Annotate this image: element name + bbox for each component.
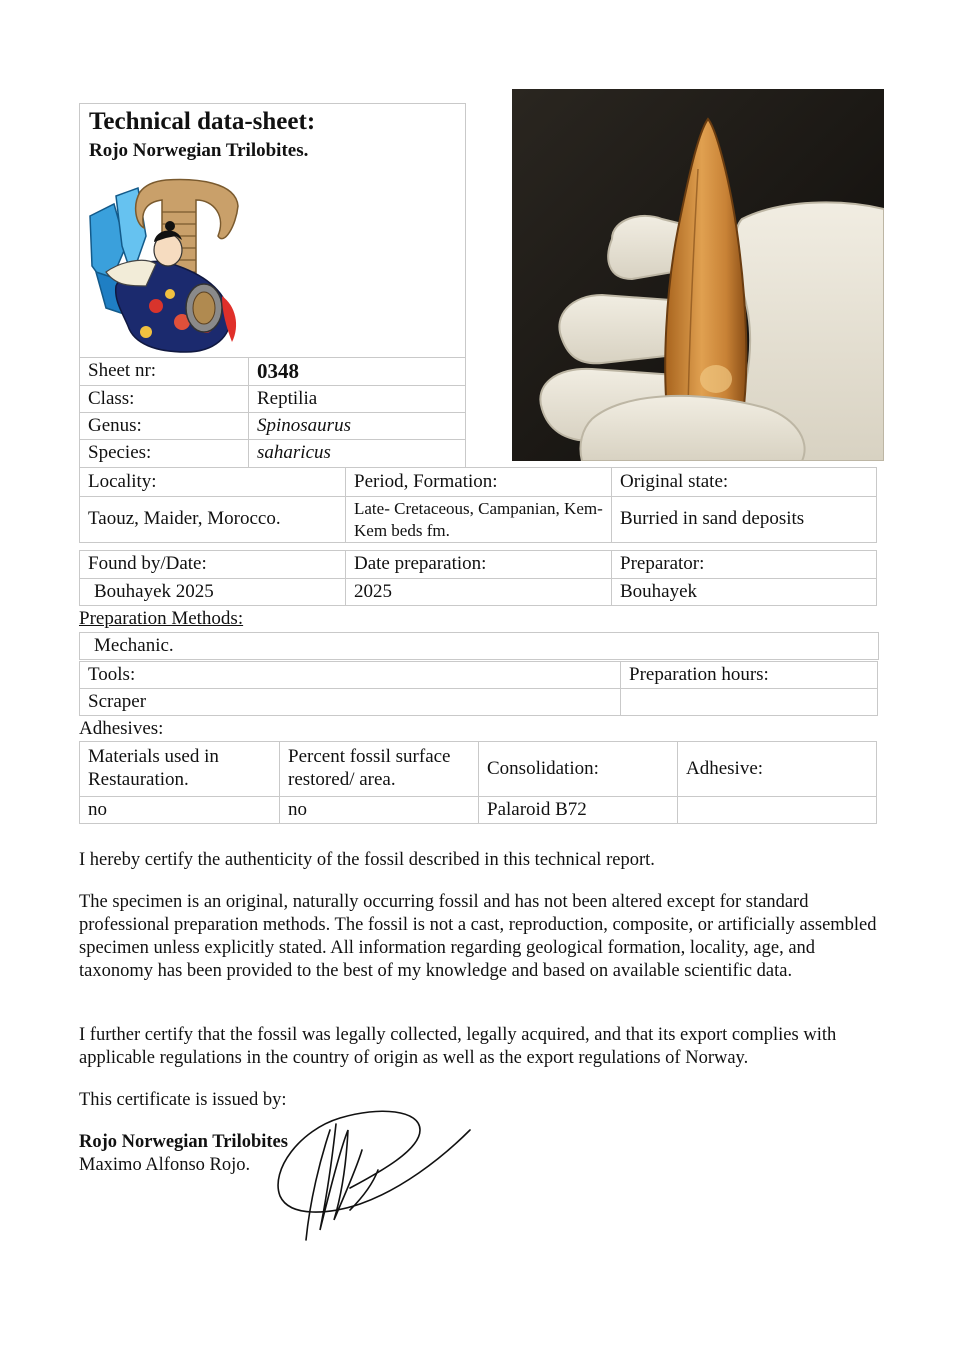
state-label: Original state: [611, 467, 877, 497]
adhesives-label: Adhesives: [79, 718, 164, 739]
preparator-value: Bouhayek [611, 578, 877, 606]
tools-value: Scraper [79, 688, 621, 716]
issuer-person: Maximo Alfonso Rojo. [79, 1155, 251, 1175]
class-value: Reptilia [248, 385, 466, 413]
adhesives-value-percent: no [279, 796, 479, 824]
adhesives-header-adhesive: Adhesive: [677, 741, 877, 797]
class-label: Class: [79, 385, 249, 413]
period-label: Period, Formation: [345, 467, 612, 497]
found-label: Found by/Date: [79, 550, 346, 579]
trilobite-samurai-logo-icon [86, 176, 246, 354]
signature-icon [270, 1100, 480, 1250]
period-value: Late- Cretaceous, Campanian, Kem-Kem beds fm. [345, 496, 612, 543]
date-prep-label: Date preparation: [345, 550, 612, 579]
sheet-title: Technical data-sheet: [89, 108, 316, 135]
genus-label: Genus: [79, 412, 249, 440]
found-value: Bouhayek 2025 [79, 578, 346, 606]
preparation-methods-value: Mechanic. [79, 632, 879, 660]
sheet-nr-value: 0348 [248, 357, 466, 386]
fossil-tooth-photo-icon [512, 89, 884, 461]
certificate-issued-by: This certificate is issued by: [79, 1090, 287, 1110]
tools-label: Tools: [79, 661, 621, 689]
certificate-paragraph-2: The specimen is an original, naturally occurring fossil and has not been altered except for standard professional preparation methods. The fossil is not a cast, reproduction, composite, or artificially assembled specimen unless explicitly stated. All information regarding geological formation, locality, age, and taxonomy has been provided to the best of my knowledge and based on available scientific data. [79, 892, 877, 981]
sheet-nr-label: Sheet nr: [79, 357, 249, 386]
certificate-paragraph-3: I further certify that the fossil was legally collected, legally acquired, and that its export complies with applicable regulations in the country of origin as well as the export regulations of Norway. [79, 1025, 837, 1068]
preparation-hours-value [620, 688, 878, 716]
locality-label: Locality: [79, 467, 346, 497]
locality-value: Taouz, Maider, Morocco. [79, 496, 346, 543]
species-label: Species: [79, 439, 249, 468]
state-value: Burried in sand deposits [611, 496, 877, 543]
adhesives-header-consolidation: Consolidation: [478, 741, 678, 797]
date-prep-value: 2025 [345, 578, 612, 606]
adhesives-header-materials: Materials used in Restauration. [79, 741, 280, 797]
preparator-label: Preparator: [611, 550, 877, 579]
adhesives-value-consolidation: Palaroid B72 [478, 796, 678, 824]
genus-value: Spinosaurus [248, 412, 466, 440]
species-value: saharicus [248, 439, 466, 468]
adhesives-value-adhesive [677, 796, 877, 824]
issuer-company: Rojo Norwegian Trilobites [79, 1132, 288, 1152]
preparation-hours-label: Preparation hours: [620, 661, 878, 689]
adhesives-value-materials: no [79, 796, 280, 824]
sheet-subtitle: Rojo Norwegian Trilobites. [89, 140, 309, 161]
certificate-paragraph-1: I hereby certify the authenticity of the fossil described in this technical report. [79, 850, 655, 870]
header-box [79, 103, 466, 358]
adhesives-header-percent: Percent fossil surface restored/ area. [279, 741, 479, 797]
preparation-methods-label: Preparation Methods: [79, 608, 244, 629]
